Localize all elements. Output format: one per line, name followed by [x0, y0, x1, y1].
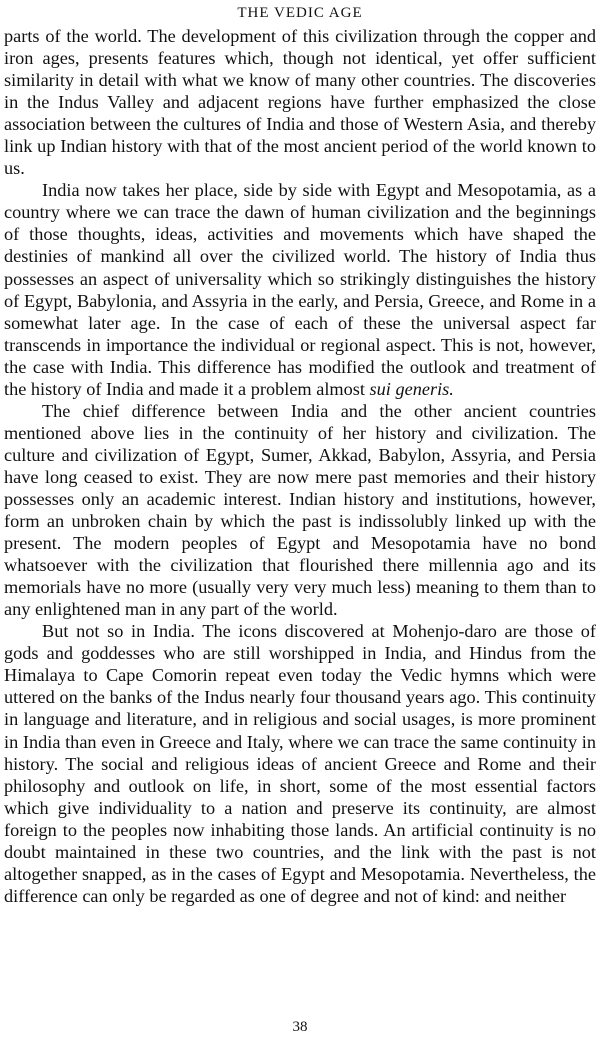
paragraph-3: The chief difference between India and the other ancient countries mentioned above lies in the continuity of her history and civilization. The culture and civilization of Egypt, Sumer, Akkad, Babylon, Assyria, and Persia have long ceased to exist. They are now mere past memories and their history possesses only an academic interest. Indian history and institutions, however, form an unbroken chain by which the past is indissolubly linked up with the present. The modern peoples of Egypt and Mesopotamia have no bond whatsoever with the civilization that flourished there millennia ago and its memorials have no more (usually very very much less) meaning to them than to any enlightened man in any part of the world. [4, 400, 596, 620]
paragraph-4: But not so in India. The icons discovered at Mohenjo-daro are those of gods and goddesses who are still worshipped in India, and Hindus from the Himalaya to Cape Comorin repeat even today the Vedic hymns which were uttered on the banks of the Indus nearly four thousand years ago. This continuity in language and literature, and in religious and social usages, is more prominent in India than even in Greece and Italy, where we can trace the same continuity in history. The social and religious ideas of ancient Greece and Rome and their philosophy and outlook on life, in short, some of the most essential factors which give individuality to a nation and preserve its continuity, are almost foreign to the peoples now inhabiting those lands. An artificial continuity is no doubt maintained in these two countries, and the link with the past is not altogether snapped, as in the cases of Egypt and Mesopotamia. Nevertheless, the difference can only be regarded as one of degree and not of kind: and neither [4, 621, 596, 906]
body-text [4, 25, 596, 907]
paragraph-1: parts of the world. The development of this civilization through the copper and iron ages, presents features which, though not identical, yet offer sufficient similarity in detail with what we know of many other countries. The discoveries in the Indus Valley and adjacent regions have further emphasized the close association between the cultures of India and those of Western Asia, and thereby link up Indian history with that of the most ancient period of the world known to us. [4, 26, 596, 179]
running-head: THE VEDIC AGE [237, 5, 363, 21]
italic-phrase: sui generis. [369, 378, 454, 399]
page-number: 38 [292, 1019, 308, 1035]
paragraph-2-text: India now takes her place, side by side with Egypt and Mesopotamia, as a country where we can trace the dawn of human civilization and the beginnings of those thoughts, ideas, activities and movements which have shaped the destinies of mankind all over the civilized world. The history of India thus possesses an aspect of universality which so strikingly distinguishes the history of Egypt, Babylonia, and Assyria in the early, and Persia, Greece, and Rome in a somewhat later age. In the case of each of these the universal aspect far transcends in importance the individual or regional aspect. This is not, however, the case with India. This difference has modified the outlook and treatment of the history of India and made it a problem almost [4, 180, 596, 399]
paragraph-2 [4, 179, 596, 399]
